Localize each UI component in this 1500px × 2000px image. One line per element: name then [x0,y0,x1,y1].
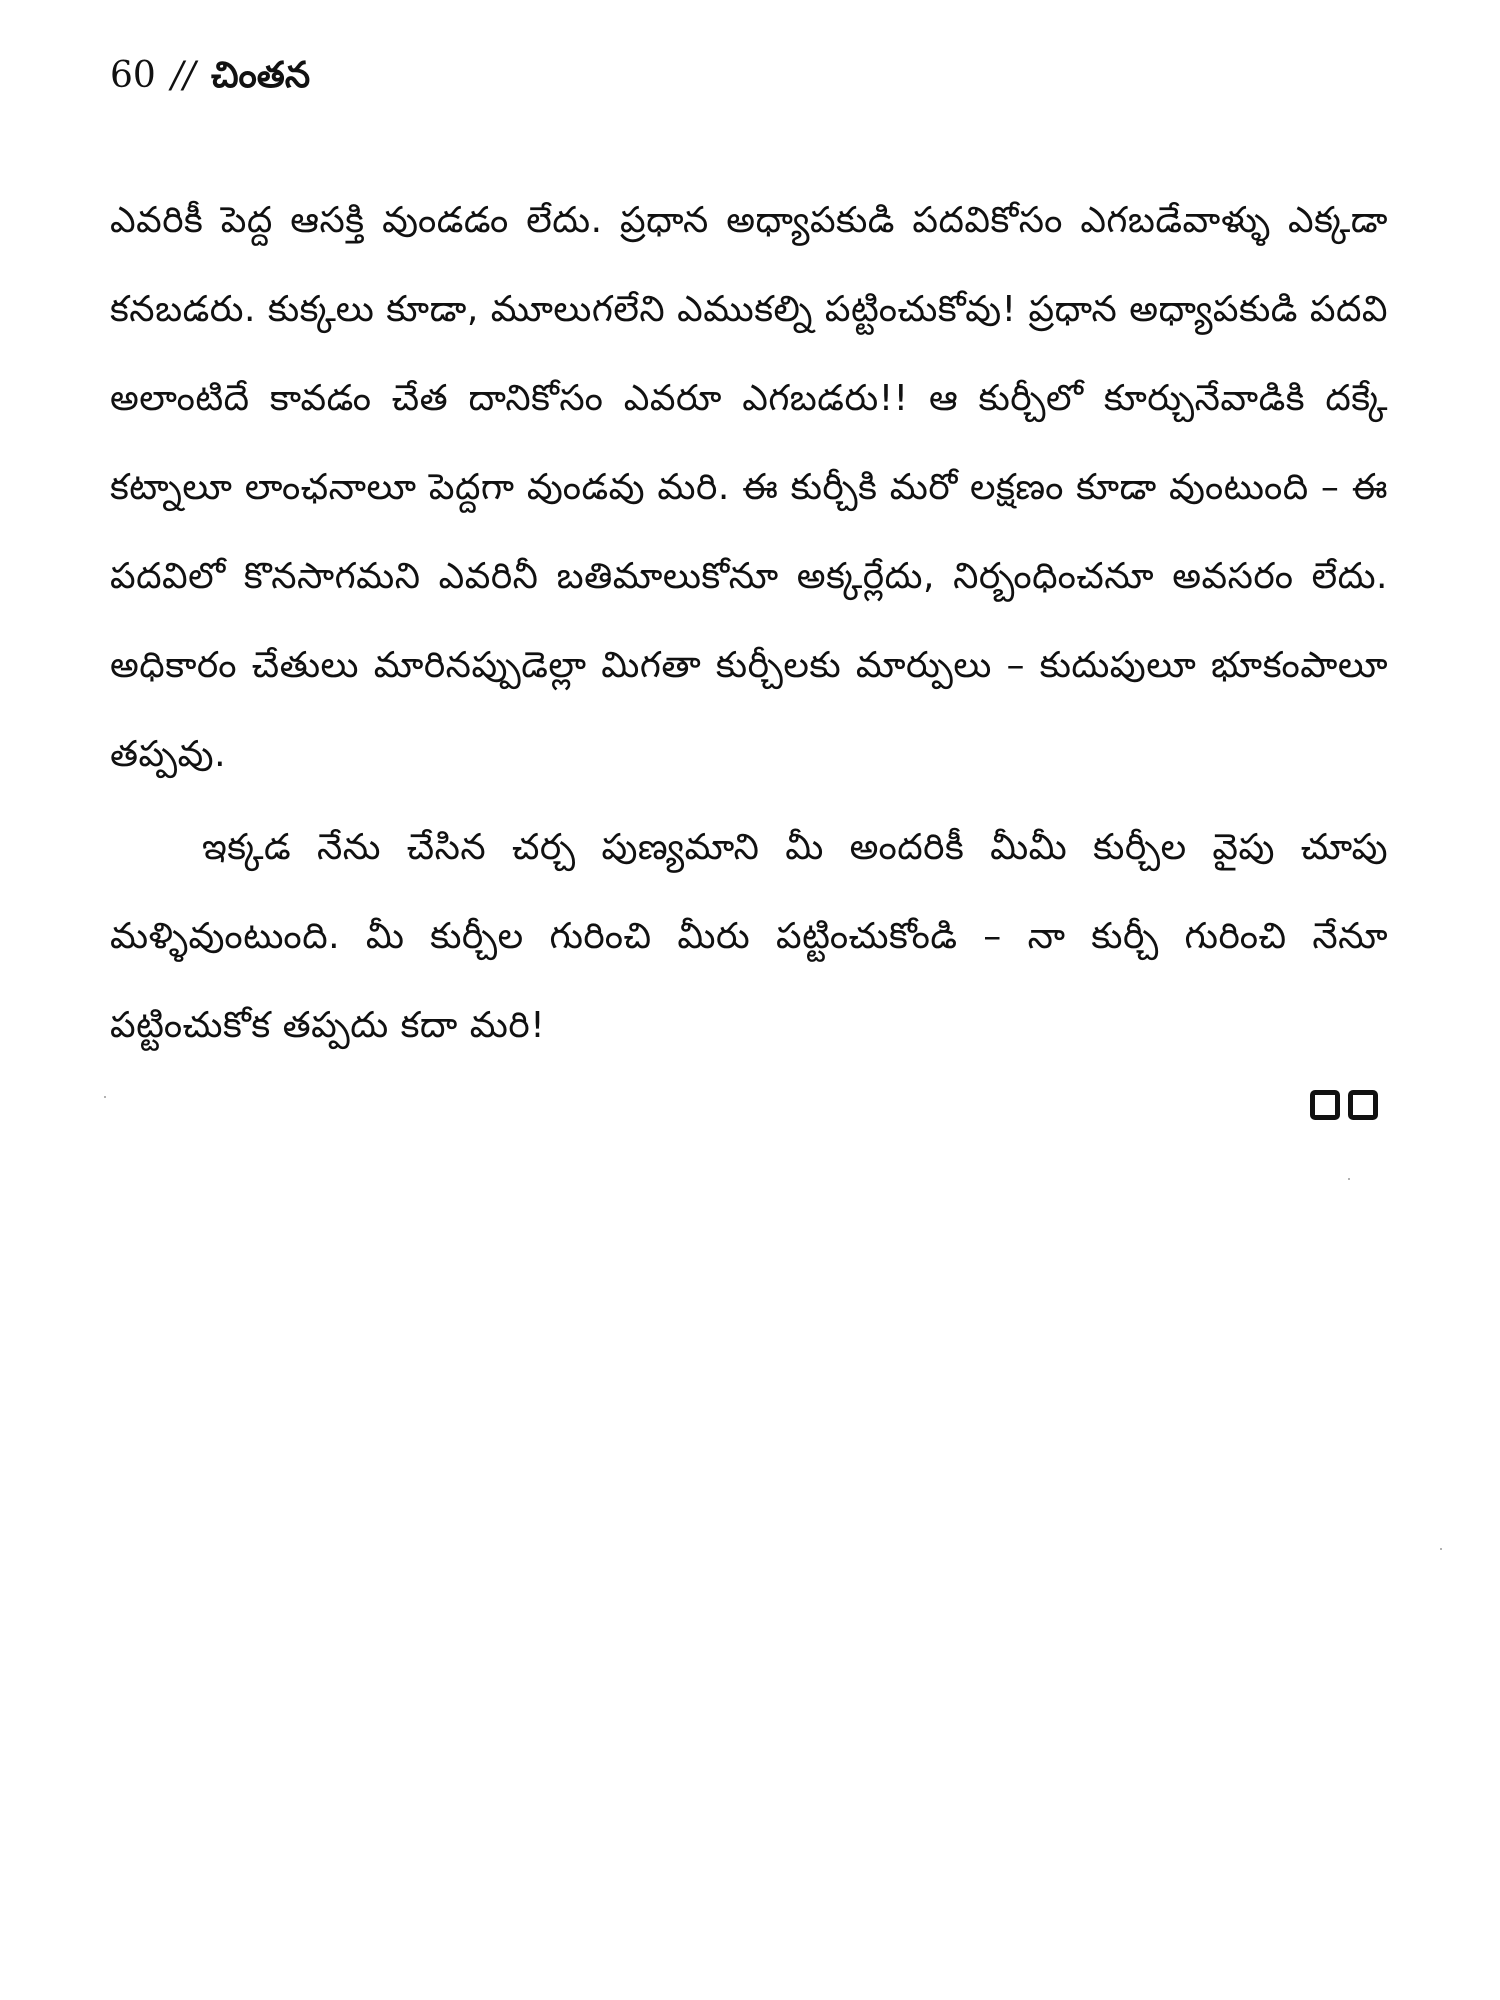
end-mark-square-right [1348,1090,1378,1120]
running-head [110,52,310,100]
end-mark-square-left [1310,1090,1340,1120]
paragraph-1: ఎవరికీ పెద్ద ఆసక్తి వుండడం లేదు. ప్రధాన అధ్యాపకుడి పదవికోసం ఎగబడేవాళ్ళు ఎక్కడా కనబడరు. కుక్కలు కూడా, మూలుగలేని ఎముకల్ని పట్టించుకోవు! ప్రధాన అధ్యాపకుడి పదవి అలాంటిదే కావడం చేత దానికోసం ఎవరూ ఎగబడరు!! ఆ కుర్చీలో కూర్చునేవాడికి దక్కే కట్నాలూ లాంఛనాలూ పెద్దగా వుండవు మరి. ఈ కుర్చీకి మరో లక్షణం కూడా వుంటుంది – ఈ పదవిలో కొనసాగమని ఎవరినీ బతిమాలుకోనూ అక్కర్లేదు, నిర్బంధించనూ అవసరం లేదు. అధికారం చేతులు మారినప్పుడెల్లా మిగతా కుర్చీలకు మార్పులు – కుదుపులూ భూకంపాలూ తప్పవు. [110,200,1388,775]
scan-speck [104,1096,106,1098]
double-square-end-mark-icon [1310,1090,1378,1120]
paragraph-2: ఇక్కడ నేను చేసిన చర్చ పుణ్యమాని మీ అందరికీ మీమీ కుర్చీల వైపు చూపు మళ్ళివుంటుంది. మీ కుర్చీల గురించి మీరు పట్టించుకోండి – నా కుర్చీ గురించి నేనూ పట్టించుకోక తప్పదు కదా మరి! [110,827,1388,1046]
body-text [110,176,1388,1070]
book-title: చింతన [210,55,311,96]
header-separator: // [171,55,196,96]
page-number: 60 [110,55,156,96]
scan-speck [1440,1548,1442,1550]
scan-speck [1348,1178,1350,1180]
